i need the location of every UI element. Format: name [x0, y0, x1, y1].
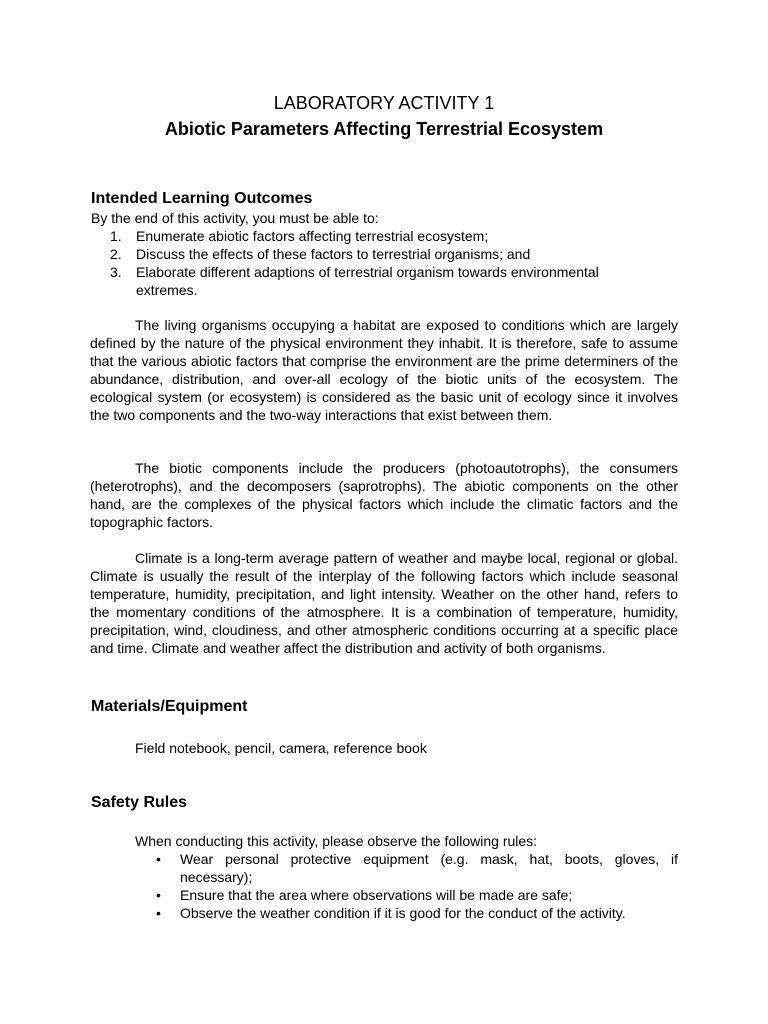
bullet-icon: • — [156, 905, 161, 921]
outcomes-list — [110, 227, 656, 299]
safety-rules-list — [156, 850, 678, 922]
outcomes-heading: Intended Learning Outcomes — [91, 190, 313, 207]
outcome-item — [110, 263, 656, 299]
safety-rule-text: Observe the weather condition if it is good for the conduct of the activity. — [180, 905, 626, 921]
safety-intro: When conducting this activity, please observe the following rules: — [135, 833, 538, 849]
safety-rule-text: Wear personal protective equipment (e.g. mask, hat, boots, gloves, if necessary); — [180, 851, 678, 885]
outcome-number: 2. — [110, 246, 122, 262]
safety-heading: Safety Rules — [91, 794, 188, 811]
outcome-text: Elaborate different adaptions of terrestrial organism towards environmental extremes. — [136, 264, 599, 298]
safety-rule-text: Ensure that the area where observations will be made are safe; — [180, 887, 573, 903]
safety-rule-item — [156, 886, 678, 904]
materials-list: Field notebook, pencil, camera, reference book — [135, 740, 427, 756]
outcome-number: 3. — [110, 264, 122, 280]
activity-subtitle: Abiotic Parameters Affecting Terrestrial Ecosystem — [164, 119, 604, 139]
safety-rule-item — [156, 904, 678, 922]
body-paragraph: The living organisms occupying a habitat are exposed to conditions which are largely defined by the nature of the physical environment they inhabit. It is therefore, safe to assume that the various abiotic factors that comprise the environment are the prime determiners of the abundance, distribution, and over-all ecology of the biotic units of the ecosystem. The ecological system (or ecosystem) is considered as the basic unit of ecology since it involves the two components and the two-way interactions that exist between them. — [90, 317, 678, 423]
body-paragraph: The biotic components include the producers (photoautotrophs), the consumers (heterotrophs), and the decomposers (saprotrophs). The abiotic components on the other hand, are the complexes of the physical factors which include the climatic factors and the topographic factors. — [90, 460, 678, 530]
outcome-text: Discuss the effects of these factors to terrestrial organisms; and — [136, 246, 531, 262]
materials-heading: Materials/Equipment — [91, 698, 248, 715]
outcome-item — [110, 245, 656, 263]
outcomes-intro: By the end of this activity, you must be able to: — [91, 210, 379, 226]
outcome-text: Enumerate abiotic factors affecting terrestrial ecosystem; — [136, 228, 489, 244]
bullet-icon: • — [156, 887, 161, 903]
activity-title: LABORATORY ACTIVITY 1 — [273, 93, 495, 113]
safety-rule-item — [156, 850, 678, 886]
outcome-item — [110, 227, 656, 245]
body-paragraph: Climate is a long-term average pattern of weather and maybe local, regional or global. Climate is usually the result of the interplay of the following factors which include seasonal temperature, humidity, precipitation, and light intensity. Weather on the other hand, refers to the momentary conditions of the atmosphere. It is a combination of temperature, humidity, precipitation, wind, cloudiness, and other atmospheric conditions occurring at a specific place and time. Climate and weather affect the distribution and activity of both organisms. — [90, 550, 678, 656]
bullet-icon: • — [156, 851, 161, 867]
outcome-number: 1. — [110, 228, 122, 244]
